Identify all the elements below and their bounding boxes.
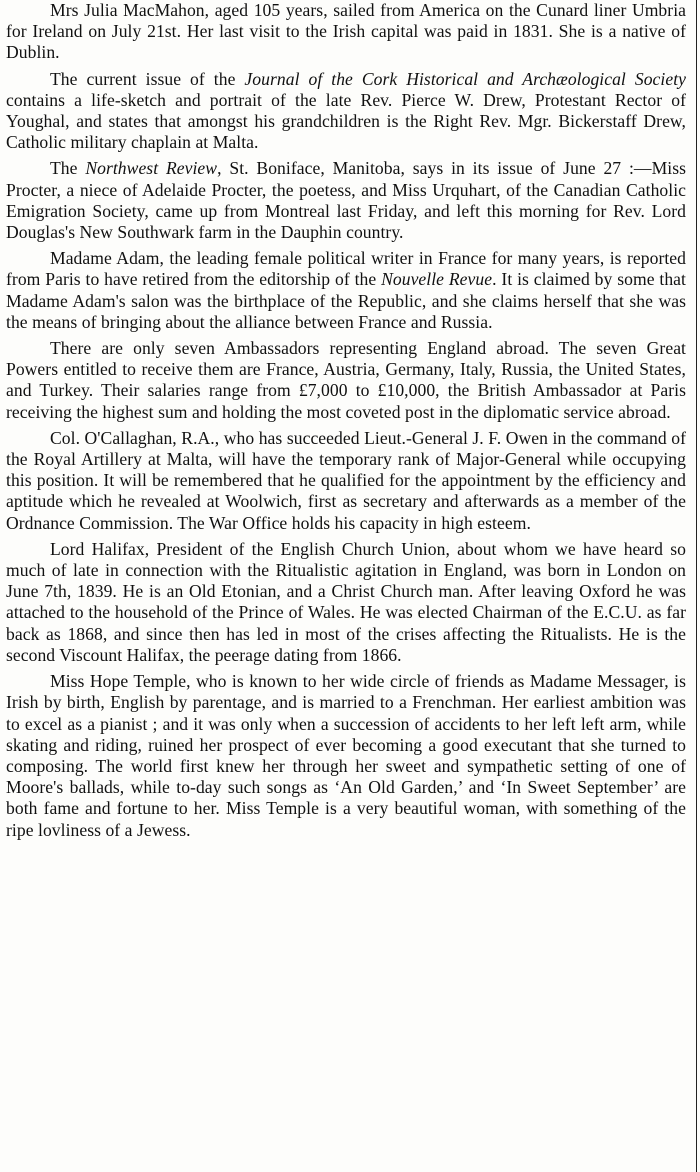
paragraph-northwest-review bbox=[6, 158, 686, 243]
publication-title: Northwest Review bbox=[85, 158, 218, 179]
paragraph-lord-halifax bbox=[6, 539, 686, 666]
paragraph-macmahon bbox=[6, 0, 686, 64]
paragraph-hope-temple bbox=[6, 671, 686, 841]
paragraph-text: Miss Hope Temple, who is known to her wide circle of friends as Madame Messager, is Irish by birth, English by parentage, and is married to a Frenchman. Her earliest ambition was to excel as a pianist ; and it was only when a succession of accidents to her left left arm, while skating and riding, ruined her prospect of ever becoming a good executant that she turned to composing. The world first knew her through her sweet and sympathetic setting of one of Moore's ballads, while to-day such songs as ‘An Old Garden,’ and ‘In Sweet September’ are both fame and fortune to her. Miss Temple is a very beautiful woman, with something of the ripe lovliness of a Jewess. bbox=[6, 671, 686, 840]
paragraph-text: The bbox=[50, 158, 86, 179]
paragraph-ambassadors bbox=[6, 338, 686, 423]
paragraph-text: contains a life-sketch and portrait of the late Rev. Pierce W. Drew, Protestant Rector of Youghal, and states that amongst his grandchildren is the Right Rev. Mgr. Bickerstaff Drew, Catholic military chaplain at Malta. bbox=[6, 89, 686, 153]
paragraph-ocallaghan bbox=[6, 428, 686, 534]
paragraph-cork-journal bbox=[6, 69, 686, 154]
paragraph-text: Col. O'Callaghan, R.A., who has succeeded Lieut.-General J. F. Owen in the command of the Royal Artillery at Malta, will have the temporary rank of Major-General while occupying this position. It will be remembered that he qualified for the appointment by the efficiency and aptitude which he revealed at Woolwich, first as secretary and afterwards as a member of the Ordnance Commission. The War Office holds his capacity in high esteem. bbox=[6, 427, 686, 533]
paragraph-text: , St. Boniface, Manitoba, says in its issue of June 27 :—Miss Procter, a niece of Adelaide Procter, the poetess, and Miss Urquhart, of the Canadian Catholic Emigration Society, came up from Montreal last Friday, and left this morning for Rev. Lord Douglas's New Southwark farm in the Dauphin country. bbox=[6, 158, 686, 243]
paragraph-text: Lord Halifax, President of the English Church Union, about whom we have heard so much of late in connection with the Ritualistic agitation in England, was born in London on June 7th, 1839. He is an Old Etonian, and a Christ Church man. After leaving Oxford he was attached to the household of the Prince of Wales. He was elected Chairman of the E.C.U. as far back as 1868, and since then has led in most of the crises affecting the Ritualists. He is the second Viscount Halifax, the peerage dating from 1866. bbox=[6, 538, 686, 665]
paragraph-text: There are only seven Ambassadors representing England abroad. The seven Great Powers entitled to receive them are France, Austria, Germany, Italy, Russia, the United States, and Turkey. Their salaries range from £7,000 to £10,000, the British Ambassador at Paris receiving the highest sum and holding the most coveted post in the diplomatic service abroad. bbox=[6, 338, 686, 422]
paragraph-text: Madame Adam, the leading female political writer in France for many years, is reported from Paris to have retired from the editorship of the bbox=[6, 248, 686, 290]
column-rule bbox=[696, 0, 697, 1172]
publication-title: Journal of the Cork Historical and Archæological Society bbox=[244, 68, 687, 89]
paragraph-text: . It is claimed by some that Madame Adam's salon was the birthplace of the Republic, and she claims herself that she was the means of bringing about the alliance between France and Russia. bbox=[6, 269, 686, 332]
paragraph-text: Mrs Julia MacMahon, aged 105 years, sailed from America on the Cunard liner Umbria for Ireland on July 21st. Her last visit to the Irish capital was paid in 1831. She is a native of Dublin. bbox=[6, 0, 686, 63]
publication-title: Nouvelle Revue bbox=[381, 269, 493, 290]
paragraph-text: The current issue of the bbox=[50, 68, 245, 89]
paragraph-madame-adam bbox=[6, 248, 686, 333]
news-column bbox=[6, 0, 686, 841]
